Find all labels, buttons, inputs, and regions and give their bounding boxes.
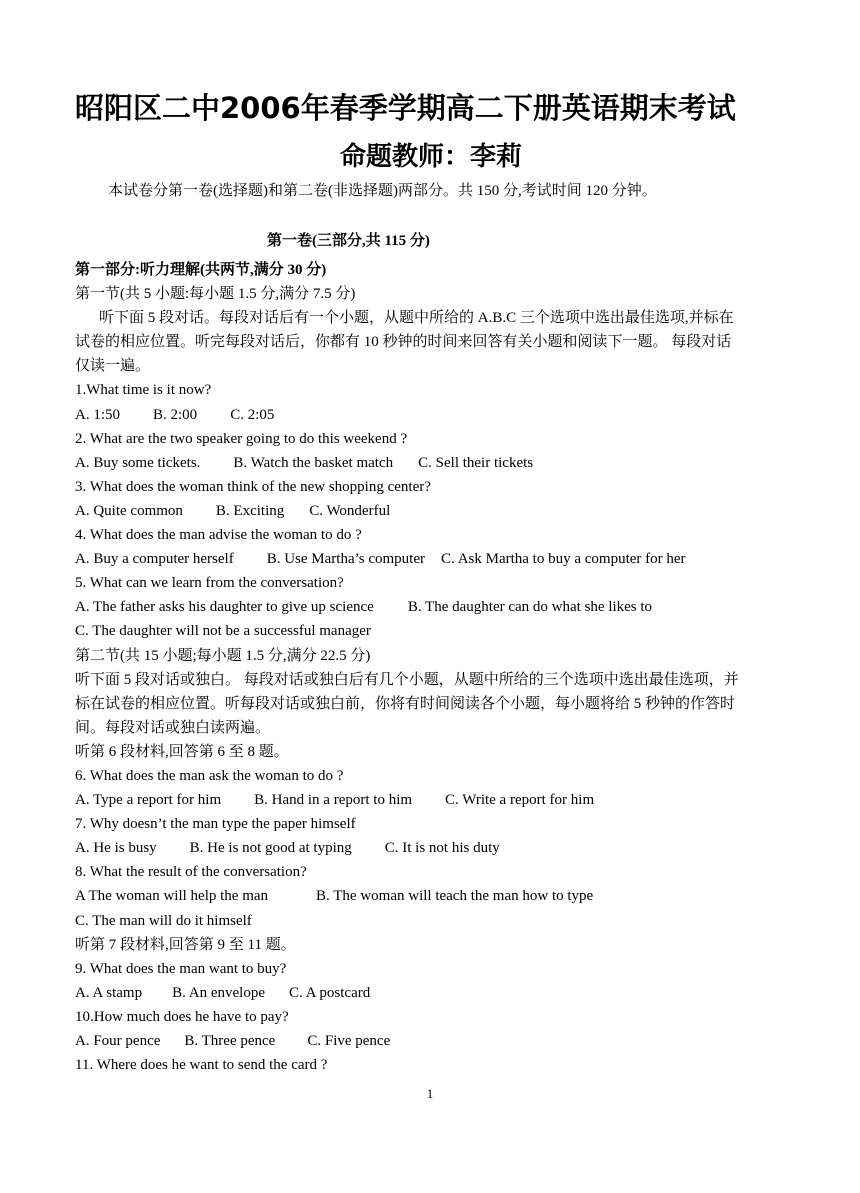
option-a: A. 1:50	[75, 406, 120, 423]
option-a: A. Quite common	[75, 502, 183, 519]
option-c: C. 2:05	[230, 406, 275, 423]
question-options	[75, 595, 787, 619]
option-b: B. An envelope	[172, 984, 265, 1001]
option-c: C. Sell their tickets	[418, 454, 534, 471]
option-c: C. Ask Martha to buy a computer for her	[441, 551, 686, 568]
option-a: A. A stamp	[75, 984, 143, 1001]
option-b: B. Three pence	[184, 1033, 276, 1049]
option-c: C. Five pence	[307, 1033, 391, 1049]
option-b: B. The daughter can do what she likes to	[407, 599, 653, 616]
option-b: B. He is not good at typing	[189, 840, 352, 857]
option-c: C. Wonderful	[309, 502, 391, 519]
question-stem: 5. What can we learn from the conversation?	[75, 575, 344, 592]
section2-instruction: 标在试卷的相应位置。听每段对话或独白前，你将有时间阅读各个小题，每小题将给 5 秒钟的作答时	[75, 695, 736, 712]
question-options	[75, 836, 787, 860]
section1-instruction: 仅读一遍。	[75, 358, 151, 375]
part1-title: 第一部分:听力理解(共两节,满分 30 分)	[75, 262, 327, 278]
option-a: A The woman will help the man	[75, 888, 269, 905]
section2-instruction: 间。每段对话或独白读两遍。	[75, 719, 271, 736]
option-b: B. Watch the basket match	[233, 454, 394, 471]
question-stem: 1.What time is it now?	[75, 382, 212, 399]
question-options	[75, 884, 787, 908]
option-a: A. Four pence	[75, 1033, 161, 1049]
exam-intro: 本试卷分第一卷(选择题)和第二卷(非选择题)两部分。共 150 分,考试时间 120 分钟。	[108, 183, 657, 199]
option-a: A. The father asks his daughter to give up science	[75, 599, 374, 616]
section2-title: 第二节(共 15 小题;每小题 1.5 分,满分 22.5 分)	[75, 647, 371, 664]
question-stem: 7. Why doesn’t the man type the paper himself	[75, 816, 356, 833]
question-stem: 6. What does the man ask the woman to do ?	[75, 767, 344, 784]
option-b: B. Hand in a report to him	[254, 792, 413, 809]
material-note: 听第 7 段材料,回答第 9 至 11 题。	[75, 936, 296, 953]
question-options	[75, 451, 787, 475]
question-stem: 8. What the result of the conversation?	[75, 864, 307, 881]
option-a: A. Type a report for him	[75, 792, 222, 809]
section1-instruction: 试卷的相应位置。听完每段对话后，你都有 10 秒钟的时间来回答有关小题和阅读下一题。 每段对话	[75, 334, 732, 351]
option-b: B. 2:00	[153, 406, 198, 423]
option-c: C. A postcard	[289, 984, 371, 1001]
question-stem: 10.How much does he have to pay?	[75, 1008, 289, 1025]
section1-title: 第一节(共 5 小题:每小题 1.5 分,满分 7.5 分)	[75, 286, 356, 303]
exam-author: 命题教师：李莉	[340, 142, 523, 172]
page-number: 1	[426, 1086, 434, 1101]
option-c: C. It is not his duty	[384, 840, 500, 857]
question-stem: 11. Where does he want to send the card ?	[75, 1057, 328, 1074]
volume1-title: 第一卷(三部分,共 115 分)	[267, 233, 430, 249]
exam-title: 昭阳区二中2006年春季学期高二下册英语期末考试	[75, 91, 736, 125]
option-c: C. The daughter will not be a successful manager	[75, 623, 371, 640]
option-b: B. Exciting	[215, 502, 285, 519]
question-stem: 9. What does the man want to buy?	[75, 960, 287, 977]
question-options	[75, 981, 787, 1005]
material-note: 听第 6 段材料,回答第 6 至 8 题。	[75, 743, 289, 760]
option-a: A. He is busy	[75, 840, 157, 857]
question-stem: 3. What does the woman think of the new shopping center?	[75, 478, 431, 495]
section2-instruction: 听下面 5 段对话或独白。 每段对话或独白后有几个小题，从题中所给的三个选项中选出最佳选项，并	[75, 671, 739, 688]
option-b: B. The woman will teach the man how to type	[316, 888, 594, 905]
question-options	[75, 403, 787, 427]
question-options	[75, 788, 787, 812]
option-a: A. Buy some tickets.	[75, 454, 201, 471]
question-stem: 4. What does the man advise the woman to do ?	[75, 527, 362, 544]
exam-body	[75, 258, 787, 1077]
option-c: C. The man will do it himself	[75, 912, 252, 929]
question-options	[75, 1029, 787, 1053]
option-b: B. Use Martha’s computer	[266, 551, 426, 568]
question-options	[75, 547, 787, 571]
section1-instruction: 听下面 5 段对话。每段对话后有一个小题，从题中所给的 A.B.C 三个选项中选出最佳选项,并标在	[99, 310, 734, 327]
question-options	[75, 499, 787, 523]
option-c: C. Write a report for him	[445, 792, 595, 809]
option-a: A. Buy a computer herself	[75, 551, 234, 568]
question-stem: 2. What are the two speaker going to do this weekend ?	[75, 430, 408, 447]
